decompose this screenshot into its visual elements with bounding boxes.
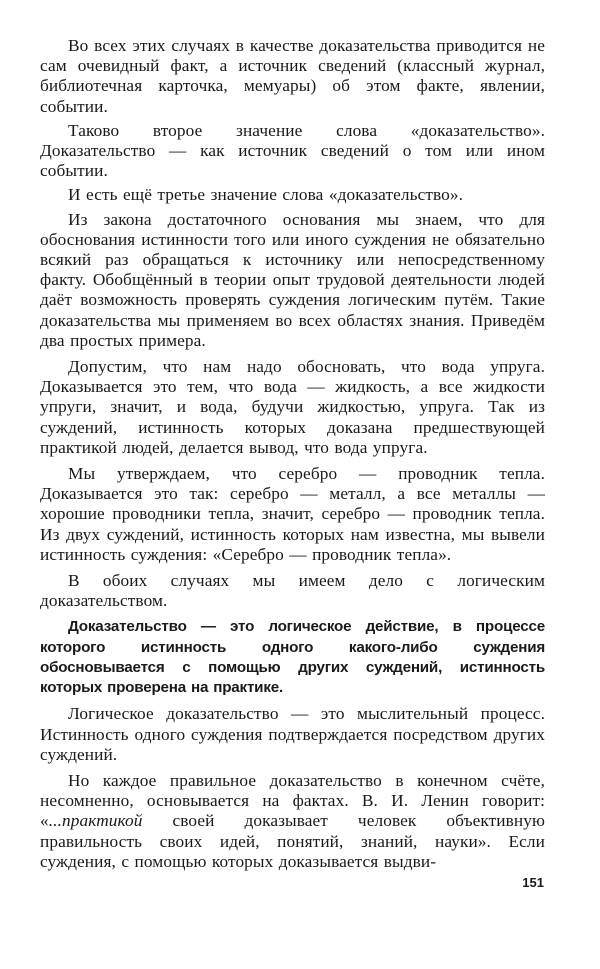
- paragraph-10-italic: ...практикой: [48, 811, 143, 831]
- paragraph-1: Во всех этих случаях в качестве доказательства приводится не сам очевидный факт, а источник сведений (классный журнал, библиотечная карточка, мемуары) об этом факте, явлении, событии.: [40, 36, 545, 116]
- definition-paragraph: Доказательство — это логическое действие, в процессе которого истинность одного какого-либо суждения обосновывается с помощью других суждений, истинность которых проверена на практике.: [40, 618, 545, 697]
- paragraph-2: Таково второе значение слова «доказательство». Доказательство — как источник сведений о том или ином событии.: [40, 120, 545, 181]
- paragraph-9: Логическое доказательство — это мыслительный процесс. Истинность одного суждения подтверждается посредством других суждений.: [40, 704, 545, 764]
- paragraph-6: Мы утверждаем, что серебро — проводник тепла. Доказывается это так: серебро — металл, а все металлы — хорошие проводники тепла, значит, серебро — проводник тепла. Из двух суждений, истинность которых нам известна, мы вывели истинность суждения: «Серебро — проводник тепла».: [40, 464, 545, 564]
- paragraph-10-end: своей доказывает человек объективную правильность своих идей, понятий, знаний, науки». Если суждения, с помощью которых доказывается выдви-: [40, 811, 545, 871]
- paragraph-4: Из закона достаточного основания мы знаем, что для обоснования истинности того или иного суждения не обязательно всякий раз обращаться к источнику или непосредственному факту. Обобщённый в теории опыт трудовой деятельности людей даёт возможность проверять суждения логическим путём. Такие доказательства мы применяем во всех областях знания. Приведём два простых примера.: [40, 209, 545, 350]
- paragraph-3: И есть ещё третье значение слова «доказательство».: [68, 185, 464, 205]
- paragraph-7: В обоих случаях мы имеем дело с логическим доказательством.: [40, 571, 545, 611]
- page-number: 151: [522, 875, 544, 890]
- page-body: [40, 36, 545, 876]
- paragraph-10: [40, 771, 545, 872]
- paragraph-10-start: Но каждое правильное доказательство в конечном счёте, несомненно, основывается на фактах. В. И. Ленин говорит: «: [40, 770, 545, 831]
- paragraph-5: Допустим, что нам надо обосновать, что вода упруга. Доказывается это тем, что вода — жидкость, а все жидкости упруги, значит, и вода, будучи жидкостью, упруга. Так из суждений, истинность которых доказана предшествующей практикой людей, делается вывод, что вода упруга.: [40, 357, 545, 457]
